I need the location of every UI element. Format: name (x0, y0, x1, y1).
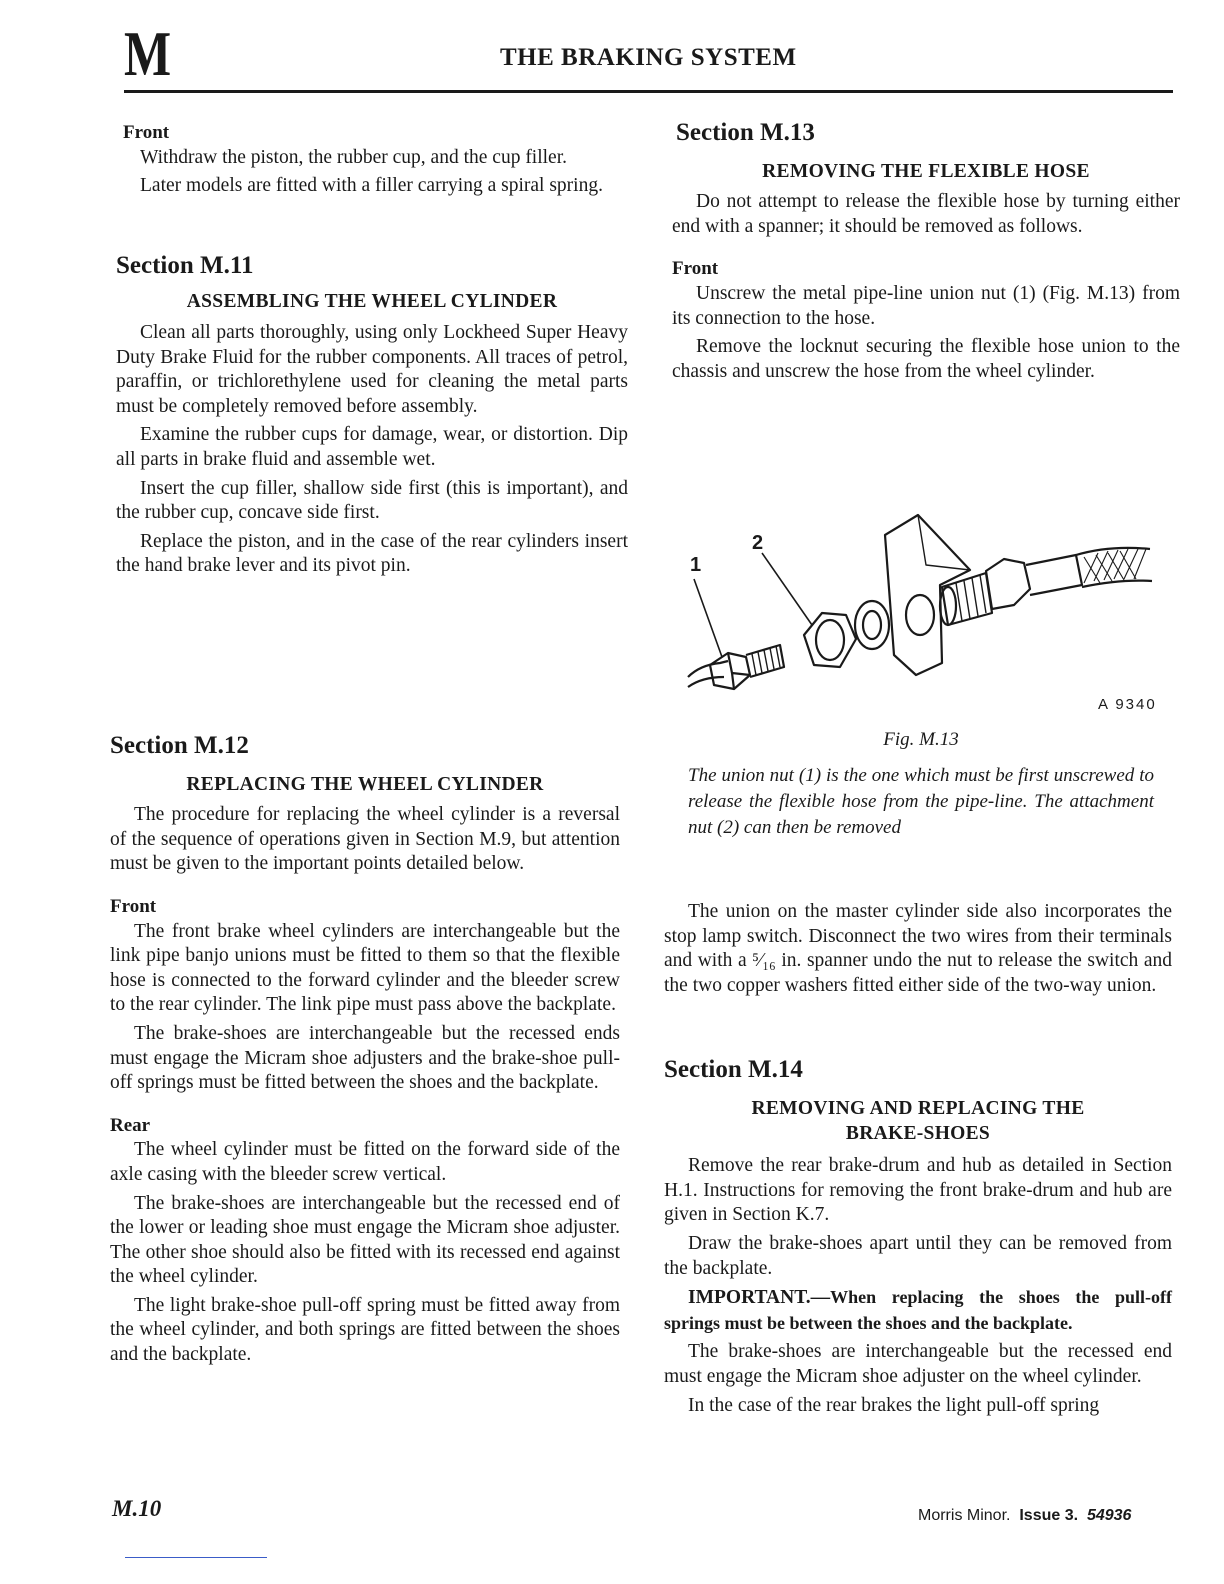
page-number: M.10 (112, 1496, 162, 1521)
publication-code: 54936 (1086, 1507, 1132, 1524)
heading-brake-shoes-line2: BRAKE-SHOES (845, 1122, 991, 1144)
chapter-letter: M (124, 18, 172, 89)
paragraph: The union on the master cylinder side also incorporates the stop lamp switch. Disconnect the two wires from their terminals and with a ⁵⁄₁₆ in. spanner undo the nut to release the switch and the two copper washers fitted either side of the two-way union. (664, 901, 1172, 996)
thread-lines (752, 646, 780, 675)
paragraph: Draw the brake-shoes apart until they can be removed from the backplate. (664, 1232, 1172, 1279)
shakeproof-washer (855, 601, 889, 649)
paragraph: In the case of the rear brakes the light pull-off spring (688, 1394, 1100, 1416)
publication-name: Morris Minor. (918, 1507, 1011, 1524)
subhead-front: Front (672, 258, 719, 280)
paragraph: Unscrew the metal pipe-line union nut (1) (Fig. M.13) from its connection to the hose. (672, 282, 1180, 329)
paragraph: The brake-shoes are interchangeable but the recessed end of the lower or leading shoe must engage the Micram shoe adjuster. The other shoe should also be fitted with its recessed end against the wheel cylinder. (110, 1192, 620, 1288)
hose-braid (1084, 549, 1146, 583)
paragraph: The brake-shoes are interchangeable but the recessed end must engage the Micram shoe adjuster on the wheel cylinder. (664, 1341, 1172, 1387)
paragraph: Insert the cup filler, shallow side first (this is important), and the rubber cup, concave side first. (116, 477, 628, 524)
paragraph: Remove the locknut securing the flexible hose union to the chassis and unscrew the hose from the wheel cylinder. (672, 336, 1180, 382)
subhead-front: Front (123, 122, 170, 143)
left-column-bottom (110, 734, 620, 1368)
section-heading-m13: Section M.13 (676, 119, 815, 146)
left-column-top (116, 121, 628, 579)
figure-caption (688, 728, 1154, 841)
paragraph: Examine the rubber cups for damage, wear, or distortion. Dip all parts in brake fluid and assemble wet. (116, 424, 628, 470)
heading-brake-shoes-line1: REMOVING AND REPLACING THE (751, 1097, 1085, 1119)
paragraph: The procedure for replacing the wheel cylinder is a reversal of the sequence of operations given in Section M.9, but attention must be given to the important points detailed below. (110, 804, 620, 875)
paragraph: Later models are fitted with a filler carrying a spiral spring. (140, 175, 603, 197)
paragraph: The light brake-shoe pull-off spring must be fitted away from the wheel cylinder, and both springs are fitted between the shoes and the backplate. (110, 1294, 620, 1366)
bracket-hole (906, 595, 934, 635)
pipe-line (688, 661, 728, 677)
section-heading-m11: Section M.11 (116, 251, 254, 279)
heading-flexible-hose: REMOVING THE FLEXIBLE HOSE (762, 160, 1090, 182)
section-heading-m14: Section M.14 (664, 1056, 803, 1084)
hose-union-hex (986, 559, 1030, 609)
subhead-front: Front (110, 895, 157, 917)
important-text: When replacing the shoes the pull-off springs must be between the shoes and the backplate. (664, 1287, 1172, 1333)
important-paragraph (664, 1285, 1172, 1336)
flexible-hose (1076, 548, 1152, 587)
figure-m13-illustration (680, 505, 1170, 715)
paragraph: Do not attempt to release the flexible hose by turning either end with a spanner; it should be removed as follows. (672, 191, 1180, 237)
right-column-bottom (664, 900, 1172, 1418)
paragraph: The brake-shoes are interchangeable but the recessed ends must engage the Micram shoe adjusters and the brake-shoe pull-off springs must be fitted between the shoes and the backplate. (110, 1022, 620, 1094)
hose-union-body (1026, 555, 1082, 595)
right-column-top (672, 121, 1180, 384)
important-lead: IMPORTANT.— (688, 1287, 831, 1309)
figure-label-2: 2 (752, 532, 764, 554)
attachment-nut-bore (816, 620, 844, 660)
page-title: THE BRAKING SYSTEM (500, 44, 797, 71)
figure-label-1: 1 (690, 554, 702, 576)
footer-publication (918, 1507, 1131, 1525)
leader-line-1 (694, 579, 722, 657)
issue-number: Issue 3. (1019, 1507, 1079, 1524)
caption-label: Fig. M.13 (883, 729, 959, 750)
washer-hole (863, 611, 881, 639)
paragraph: Replace the piston, and in the case of the rear cylinders insert the hand brake lever and its pivot pin. (116, 530, 628, 577)
footer-blue-rule (125, 1557, 267, 1558)
subhead-rear: Rear (110, 1114, 151, 1136)
caption-text: The union nut (1) is the one which must be first unscrewed to release the flexible hose from the pipe-line. The attachment nut (2) can then be removed (688, 764, 1154, 838)
figure-reference: A 9340 (1098, 696, 1157, 713)
paragraph: The wheel cylinder must be fitted on the forward side of the axle casing with the bleeder screw vertical. (110, 1139, 620, 1185)
paragraph: Clean all parts thoroughly, using only Lockheed Super Heavy Duty Brake Fluid for the rubber components. All traces of petrol, paraffin, or trichlorethylene used for cleaning the metal parts must be completely removed before assembly. (116, 321, 628, 417)
header-rule (124, 90, 1173, 93)
section-heading-m12: Section M.12 (110, 732, 249, 759)
heading-assembling: ASSEMBLING THE WHEEL CYLINDER (186, 291, 558, 313)
paragraph: The front brake wheel cylinders are interchangeable but the link pipe banjo unions must be fitted to them so that the flexible hose is connected to the forward cylinder and the bleeder screw to the rear cylinder. The link pipe must pass above the backplate. (110, 920, 620, 1016)
paragraph: Remove the rear brake-drum and hub as detailed in Section H.1. Instructions for removing the front brake-drum and hub are given in Section K.7. (664, 1155, 1172, 1226)
heading-replacing: REPLACING THE WHEEL CYLINDER (186, 773, 544, 795)
paragraph: Withdraw the piston, the rubber cup, and the cup filler. (140, 146, 568, 168)
leader-line-2 (762, 553, 812, 625)
